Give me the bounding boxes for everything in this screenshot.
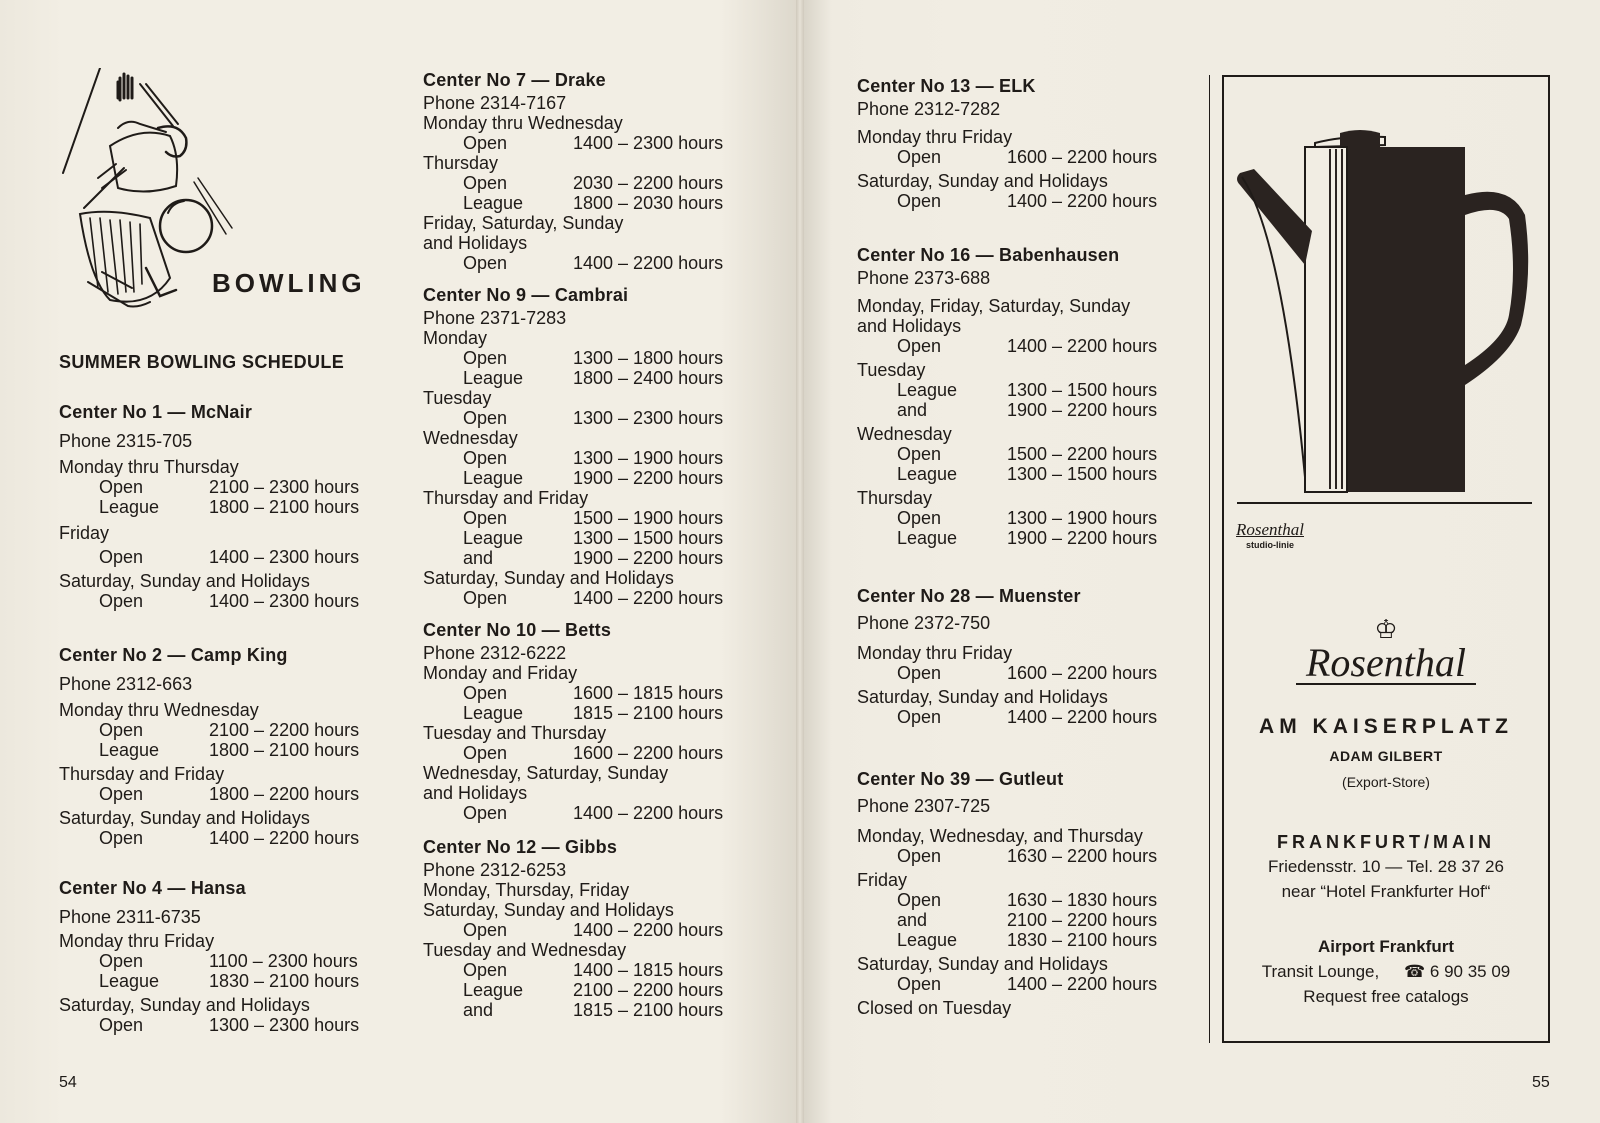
hours-type: Open: [897, 444, 942, 464]
center-listing: [423, 620, 763, 823]
hours-row: [857, 930, 1197, 950]
days-label: Saturday, Sunday and Holidays: [857, 171, 1108, 191]
store-city: FRANKFURT/MAIN: [1277, 832, 1495, 852]
center-title: Center No 7 — Drake: [423, 70, 606, 90]
hours-type: Open: [897, 846, 942, 866]
center-listing: [423, 285, 763, 608]
hours-row: [423, 253, 763, 273]
schedule-title: SUMMER BOWLING SCHEDULE: [59, 352, 345, 372]
hours-range: 1300 – 1500 hours: [1007, 380, 1158, 400]
hours-range: 1400 – 2200 hours: [1007, 191, 1158, 211]
hours-range: 2100 – 2200 hours: [573, 980, 724, 1000]
hours-type: Open: [99, 828, 144, 848]
hours-row: [857, 974, 1197, 994]
hours-type: League: [463, 368, 524, 388]
hours-row: [59, 497, 389, 517]
catalog-note: Request free catalogs: [1303, 987, 1469, 1006]
days-label: Friday, Saturday, Sunday: [423, 213, 624, 233]
hours-type: Open: [897, 336, 942, 356]
hours-type: Open: [463, 960, 508, 980]
hours-type: Open: [897, 707, 942, 727]
telephone-icon: ☎: [1403, 962, 1426, 981]
hours-row: [423, 368, 763, 388]
center-listing: [423, 837, 763, 1020]
days-label: Thursday and Friday: [423, 488, 589, 508]
hours-row: [423, 743, 763, 763]
small-logo-block: [1236, 520, 1356, 550]
hours-range: 1800 – 2400 hours: [573, 368, 724, 388]
closed-note: Closed on Tuesday: [857, 998, 1012, 1018]
hours-range: 1400 – 2300 hours: [573, 133, 724, 153]
hours-type: League: [99, 740, 160, 760]
days-label: Wednesday: [857, 424, 952, 444]
hours-range: 1400 – 2200 hours: [573, 253, 724, 273]
days-label: Monday thru Thursday: [59, 457, 239, 477]
hours-row: [59, 720, 389, 740]
hours-row: [423, 133, 763, 153]
hours-type: Open: [463, 803, 508, 823]
hours-type: Open: [897, 663, 942, 683]
hours-type: Open: [463, 588, 508, 608]
center-phone: Phone 2312-7282: [857, 99, 1001, 119]
hours-row: [857, 890, 1197, 910]
airport-title: Airport Frankfurt: [1318, 937, 1454, 956]
hours-row: [423, 528, 763, 548]
days-label: Thursday and Friday: [59, 764, 225, 784]
days-label: Saturday, Sunday and Holidays: [423, 900, 674, 920]
days-label: Friday: [59, 523, 110, 543]
hours-range: 1300 – 1500 hours: [573, 528, 724, 548]
bowling-ball: [160, 200, 212, 252]
hours-type: Open: [463, 743, 508, 763]
hours-type: Open: [897, 890, 942, 910]
hours-row: [423, 468, 763, 488]
hours-range: 1300 – 2300 hours: [209, 1015, 360, 1035]
big-rosenthal-logo: Rosenthal: [1296, 643, 1476, 685]
center-listing: [59, 878, 389, 1035]
crown-icon: ♔: [1374, 614, 1398, 644]
hours-row: [423, 448, 763, 468]
center-phone: Phone 2312-6222: [423, 643, 567, 663]
center-phone: Phone 2315-705: [59, 431, 193, 451]
hours-type: Open: [463, 408, 508, 428]
hours-type: Open: [99, 720, 144, 740]
hours-type: Open: [99, 591, 144, 611]
center-listing: [59, 645, 389, 848]
hours-range: 1815 – 2100 hours: [573, 703, 724, 723]
days-label: Saturday, Sunday and Holidays: [59, 808, 310, 828]
days-label: Saturday, Sunday and Holidays: [857, 687, 1108, 707]
center-listing: [857, 769, 1197, 1018]
hours-type: Open: [463, 683, 508, 703]
hours-type: Open: [463, 448, 508, 468]
hours-type: League: [897, 528, 958, 548]
hours-row: [857, 147, 1197, 167]
hours-range: 1400 – 2300 hours: [209, 547, 360, 567]
hours-type: Open: [463, 133, 508, 153]
bowler-illustration: [58, 68, 238, 318]
hours-range: 1600 – 2200 hours: [1007, 663, 1158, 683]
ad-divider: [1237, 502, 1532, 504]
days-label: Monday thru Friday: [857, 643, 1013, 663]
hours-row: [857, 464, 1197, 484]
store-type: (Export-Store): [1342, 774, 1430, 790]
days-label: Saturday, Sunday and Holidays: [423, 568, 674, 588]
hours-range: 1800 – 2200 hours: [209, 784, 360, 804]
days-label: Saturday, Sunday and Holidays: [59, 571, 310, 591]
hours-range: 1630 – 1830 hours: [1007, 890, 1158, 910]
center-title: Center No 39 — Gutleut: [857, 769, 1064, 789]
days-label: Monday: [423, 328, 488, 348]
center-title: Center No 1 — McNair: [59, 402, 253, 422]
hours-row: [423, 703, 763, 723]
hours-type: League: [99, 971, 160, 991]
hours-range: 1400 – 2300 hours: [209, 591, 360, 611]
hours-type: Open: [897, 191, 942, 211]
days-label: Monday and Friday: [423, 663, 578, 683]
days-label: Thursday: [857, 488, 933, 508]
hours-row: [59, 784, 389, 804]
center-listing: [857, 76, 1197, 211]
hours-row: [857, 191, 1197, 211]
hours-range: 1300 – 1500 hours: [1007, 464, 1158, 484]
center-title: Center No 12 — Gibbs: [423, 837, 618, 857]
days-label: and Holidays: [857, 316, 962, 336]
hours-row: [423, 960, 763, 980]
hours-row: [59, 1015, 389, 1035]
hours-row: [423, 1000, 763, 1020]
hours-range: 1815 – 2100 hours: [573, 1000, 724, 1020]
hours-range: 2100 – 2300 hours: [209, 477, 360, 497]
hours-range: 1400 – 2200 hours: [209, 828, 360, 848]
hours-type: and: [463, 548, 494, 568]
days-label: Monday, Wednesday, and Thursday: [857, 826, 1143, 846]
hours-range: 1830 – 2100 hours: [209, 971, 360, 991]
hours-type: Open: [463, 173, 508, 193]
hours-range: 1800 – 2100 hours: [209, 497, 360, 517]
store-owner: ADAM GILBERT: [1329, 748, 1443, 764]
center-phone: Phone 2311-6735: [59, 907, 201, 927]
hours-range: 1400 – 2200 hours: [1007, 707, 1158, 727]
hours-range: 1300 – 1900 hours: [1007, 508, 1158, 528]
hours-row: [59, 547, 389, 567]
hours-range: 1830 – 2100 hours: [1007, 930, 1158, 950]
hours-row: [59, 740, 389, 760]
hours-row: [857, 846, 1197, 866]
days-label: Monday, Thursday, Friday: [423, 880, 630, 900]
hours-row: [423, 548, 763, 568]
center-phone: Phone 2371-7283: [423, 308, 567, 328]
hours-range: 1800 – 2100 hours: [209, 740, 360, 760]
hours-type: Open: [99, 547, 144, 567]
hours-type: League: [463, 703, 524, 723]
hours-row: [423, 508, 763, 528]
days-label: Saturday, Sunday and Holidays: [59, 995, 310, 1015]
airport-location: Transit Lounge,: [1261, 962, 1380, 981]
store-landmark: near “Hotel Frankfurter Hof“: [1281, 882, 1491, 901]
hours-range: 1100 – 2300 hours: [209, 951, 358, 971]
hours-type: and: [897, 910, 928, 930]
hours-row: [857, 707, 1197, 727]
hours-row: [423, 348, 763, 368]
hours-row: [423, 173, 763, 193]
ad-margin-rule: [1209, 75, 1210, 1043]
hours-range: 1630 – 2200 hours: [1007, 846, 1158, 866]
hours-row: [59, 828, 389, 848]
hours-range: 1500 – 2200 hours: [1007, 444, 1158, 464]
hours-row: [423, 920, 763, 940]
hours-range: 1400 – 2200 hours: [573, 803, 724, 823]
hours-row: [423, 193, 763, 213]
center-listing: [423, 70, 763, 273]
hours-row: [857, 336, 1197, 356]
hours-type: League: [463, 980, 524, 1000]
hours-type: League: [897, 464, 958, 484]
days-label: Monday thru Friday: [59, 931, 215, 951]
hours-row: [423, 683, 763, 703]
store-address: Friedensstr. 10 — Tel. 28 37 26: [1268, 857, 1504, 876]
days-label: Monday thru Friday: [857, 127, 1013, 147]
center-title: Center No 13 — ELK: [857, 76, 1036, 96]
lane-line-left: [63, 68, 100, 173]
left-column-1: [59, 402, 389, 1035]
center-phone: Phone 2312-6253: [423, 860, 567, 880]
hours-type: League: [463, 193, 524, 213]
page-number-left: 54: [59, 1074, 77, 1091]
hours-type: and: [463, 1000, 494, 1020]
right-column: [857, 76, 1197, 1018]
hours-type: Open: [463, 253, 508, 273]
hours-range: 1600 – 1815 hours: [573, 683, 724, 703]
hours-row: [857, 663, 1197, 683]
hours-type: Open: [897, 974, 942, 994]
center-title: Center No 28 — Muenster: [857, 586, 1081, 606]
hours-row: [857, 508, 1197, 528]
center-phone: Phone 2372-750: [857, 613, 991, 633]
pins: [118, 74, 132, 100]
hours-type: Open: [897, 508, 942, 528]
hours-range: 1400 – 1815 hours: [573, 960, 724, 980]
hours-type: League: [463, 468, 524, 488]
days-label: Monday thru Wednesday: [423, 113, 623, 133]
hours-type: Open: [99, 951, 144, 971]
hours-row: [59, 477, 389, 497]
center-phone: Phone 2373-688: [857, 268, 991, 288]
hours-range: 2030 – 2200 hours: [573, 173, 724, 193]
airport-line: [1222, 962, 1550, 982]
days-label: Monday thru Wednesday: [59, 700, 259, 720]
hours-row: [857, 400, 1197, 420]
hours-type: League: [897, 380, 958, 400]
days-label: Monday, Friday, Saturday, Sunday: [857, 296, 1131, 316]
big-logo-block: [1222, 615, 1550, 685]
hours-row: [857, 380, 1197, 400]
days-label: and Holidays: [423, 233, 528, 253]
days-label: Thursday: [423, 153, 499, 173]
hours-type: League: [463, 528, 524, 548]
hours-range: 1500 – 1900 hours: [573, 508, 724, 528]
hours-type: League: [897, 930, 958, 950]
hours-range: 1400 – 2200 hours: [1007, 336, 1158, 356]
hours-row: [857, 528, 1197, 548]
center-phone: Phone 2307-725: [857, 796, 991, 816]
small-rosenthal-logo: Rosenthal: [1236, 520, 1304, 539]
small-logo-caption: studio-linie: [1246, 540, 1294, 550]
hours-range: 1900 – 2200 hours: [573, 468, 724, 488]
left-column-2: [423, 70, 763, 1020]
hours-range: 1900 – 2200 hours: [1007, 528, 1158, 548]
days-label: Wednesday, Saturday, Sunday: [423, 763, 669, 783]
center-title: Center No 4 — Hansa: [59, 878, 246, 898]
hours-range: 2100 – 2200 hours: [209, 720, 360, 740]
hours-range: 1300 – 1900 hours: [573, 448, 724, 468]
center-listing: [857, 245, 1197, 548]
hours-row: [59, 951, 389, 971]
hours-range: 1600 – 2200 hours: [1007, 147, 1158, 167]
center-title: Center No 9 — Cambrai: [423, 285, 629, 305]
hours-range: 1900 – 2200 hours: [1007, 400, 1158, 420]
airport-phone: 6 90 35 09: [1429, 962, 1511, 981]
hours-type: Open: [99, 784, 144, 804]
hours-type: Open: [463, 920, 508, 940]
hours-row: [59, 591, 389, 611]
hours-type: Open: [99, 477, 144, 497]
hours-range: 1900 – 2200 hours: [573, 548, 724, 568]
center-phone: Phone 2314-7167: [423, 93, 567, 113]
hours-range: 1400 – 2200 hours: [1007, 974, 1158, 994]
hours-range: 1300 – 2300 hours: [573, 408, 724, 428]
days-label: Friday: [857, 870, 908, 890]
days-label: Saturday, Sunday and Holidays: [857, 954, 1108, 974]
center-title: Center No 10 — Betts: [423, 620, 612, 640]
hours-type: and: [897, 400, 928, 420]
hours-range: 1800 – 2030 hours: [573, 193, 724, 213]
hours-type: League: [99, 497, 160, 517]
hours-type: Open: [463, 508, 508, 528]
lane-line-right: [140, 84, 173, 126]
hours-row: [423, 408, 763, 428]
hours-range: 2100 – 2200 hours: [1007, 910, 1158, 930]
days-label: and Holidays: [423, 783, 528, 803]
center-title: Center No 16 — Babenhausen: [857, 245, 1120, 265]
hours-row: [857, 910, 1197, 930]
book-gutter: [796, 0, 804, 1123]
hours-type: Open: [99, 1015, 144, 1035]
center-listing: [59, 402, 389, 611]
hours-type: Open: [463, 348, 508, 368]
hours-row: [423, 588, 763, 608]
hours-range: 1300 – 1800 hours: [573, 348, 724, 368]
center-listing: [857, 586, 1197, 727]
hours-range: 1400 – 2200 hours: [573, 920, 724, 940]
store-name: AM KAISERPLATZ: [1259, 715, 1513, 738]
hours-type: Open: [897, 147, 942, 167]
coffee-pot-illustration: [1230, 125, 1530, 495]
hours-row: [423, 803, 763, 823]
center-phone: Phone 2312-663: [59, 674, 193, 694]
days-label: Wednesday: [423, 428, 518, 448]
days-label: Tuesday: [857, 360, 926, 380]
hours-row: [59, 971, 389, 991]
hours-row: [423, 980, 763, 1000]
hours-range: 1600 – 2200 hours: [573, 743, 724, 763]
page-number-right: 55: [1532, 1074, 1550, 1091]
days-label: Tuesday and Wednesday: [423, 940, 627, 960]
hours-range: 1400 – 2200 hours: [573, 588, 724, 608]
days-label: Tuesday and Thursday: [423, 723, 607, 743]
section-title: BOWLING: [212, 268, 366, 298]
hours-row: [857, 444, 1197, 464]
center-title: Center No 2 — Camp King: [59, 645, 288, 665]
days-label: Tuesday: [423, 388, 492, 408]
